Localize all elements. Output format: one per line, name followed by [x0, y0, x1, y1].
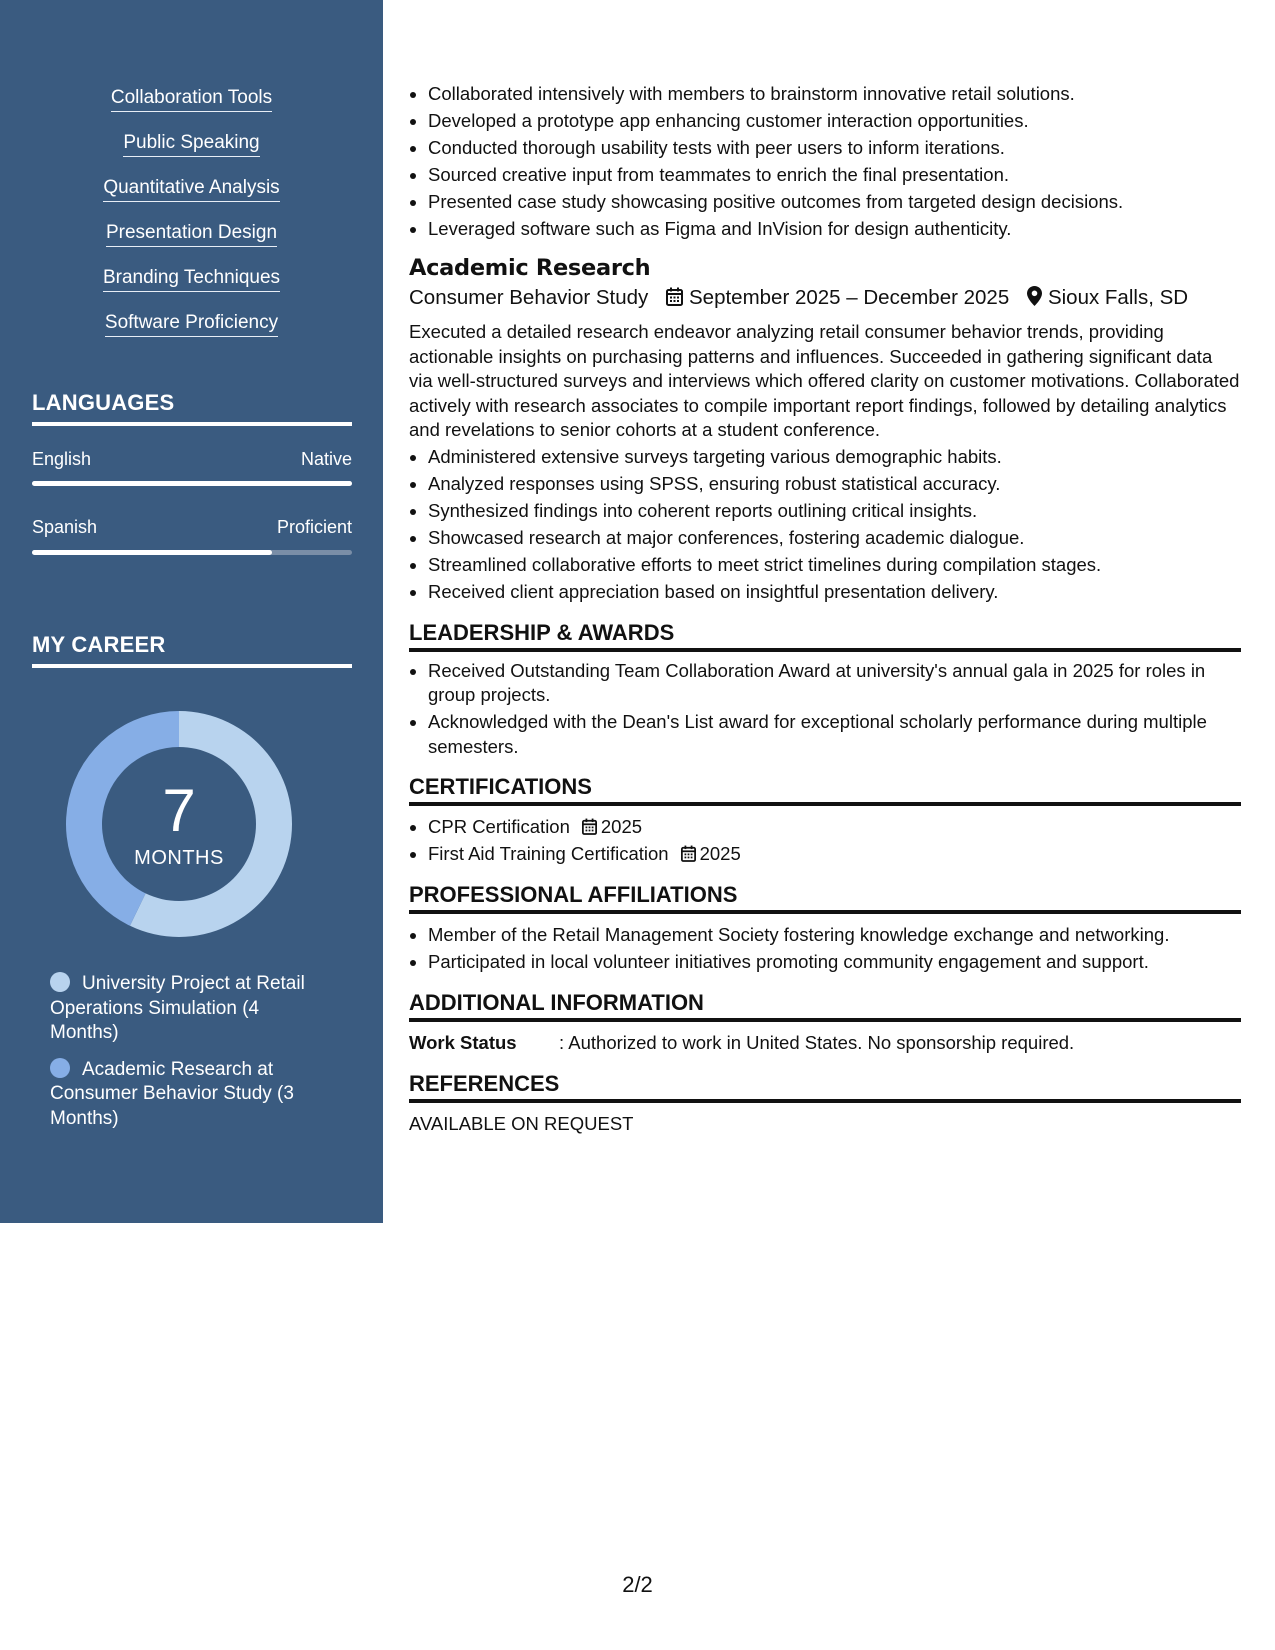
research-dates: September 2025 – December 2025	[689, 286, 1010, 309]
languages-heading: LANGUAGES	[32, 390, 352, 426]
list-item: • Received Outstanding Team Collaboration Award at university's annual gala in 2025 for roles in group projects.	[428, 659, 1241, 708]
career-total: 7	[162, 777, 196, 844]
certification-name: CPR Certification	[428, 816, 570, 837]
legend-dot-icon	[50, 972, 70, 992]
list-item: • Streamlined collaborative efforts to meet strict timelines during compilation stages.	[428, 551, 1241, 578]
calendar-icon	[582, 816, 601, 837]
career-legend-item	[50, 972, 320, 1046]
list-item: • Received client appreciation based on insightful presentation delivery.	[428, 578, 1241, 605]
list-item: • Sourced creative input from teammates to enrich the final presentation.	[428, 161, 1241, 188]
list-item: • Synthesized findings into coherent reports outlining critical insights.	[428, 497, 1241, 524]
list-item: • Conducted thorough usability tests with peer users to inform iterations.	[428, 134, 1241, 161]
list-item: • Member of the Retail Management Society fostering knowledge exchange and networking.	[428, 921, 1241, 948]
language-name: Spanish	[32, 517, 98, 537]
career-legend-item	[50, 1058, 320, 1132]
certification-name: First Aid Training Certification	[428, 843, 669, 864]
language-proficiency-bar	[32, 550, 352, 555]
calendar-icon	[681, 843, 700, 864]
skill-item: Public Speaking	[123, 131, 259, 157]
skill-item: Quantitative Analysis	[103, 176, 279, 202]
research-organization: Consumer Behavior Study	[409, 286, 649, 309]
list-item: • Showcased research at major conferences, fostering academic dialogue.	[428, 524, 1241, 551]
language-proficiency-fill	[32, 550, 272, 555]
intro-bullet-list	[409, 80, 1241, 242]
career-unit: MONTHS	[134, 847, 224, 869]
affiliations-heading: PROFESSIONAL AFFILIATIONS	[409, 881, 1241, 914]
list-item: • Collaborated intensively with members to brainstorm innovative retail solutions.	[428, 80, 1241, 107]
list-item: • Acknowledged with the Dean's List award for exceptional scholarly performance during multiple semesters.	[428, 710, 1241, 759]
language-row	[32, 517, 352, 538]
research-bullet-list	[409, 443, 1241, 605]
skill-item: Branding Techniques	[103, 266, 280, 292]
skills-list	[0, 86, 383, 356]
work-status-value: : Authorized to work in United States. No sponsorship required.	[559, 1032, 1075, 1053]
certification-year: 2025	[699, 843, 741, 864]
language-name: English	[32, 449, 92, 469]
donut-center	[66, 711, 292, 937]
list-item: • Participated in local volunteer initiatives promoting community engagement and support.	[428, 948, 1241, 975]
certifications-list	[409, 813, 1241, 867]
list-item: • Leveraged software such as Figma and InVision for design authenticity.	[428, 215, 1241, 242]
language-proficiency-fill	[32, 481, 352, 486]
career-legend-label: Academic Research at Consumer Behavior Study (3 Months)	[50, 1058, 294, 1129]
career-heading: MY CAREER	[32, 632, 352, 668]
certification-year: 2025	[600, 816, 643, 837]
list-item: • Presented case study showcasing positive outcomes from targeted design decisions.	[428, 188, 1241, 215]
list-item: • Analyzed responses using SPSS, ensuring robust statistical accuracy.	[428, 470, 1241, 497]
list-item: • Administered extensive surveys targeting various demographic habits.	[428, 443, 1241, 470]
affiliations-list	[409, 921, 1241, 975]
additional-info-heading: ADDITIONAL INFORMATION	[409, 989, 1241, 1022]
calendar-icon	[666, 285, 683, 315]
map-pin-icon	[1027, 285, 1042, 315]
career-legend	[50, 972, 320, 1143]
skill-item: Collaboration Tools	[111, 86, 272, 112]
legend-dot-icon	[50, 1058, 70, 1078]
list-item: • Developed a prototype app enhancing customer interaction opportunities.	[428, 107, 1241, 134]
skill-item: Presentation Design	[106, 221, 277, 247]
main-content	[409, 80, 1241, 1137]
work-status-row	[409, 1029, 1241, 1056]
career-donut-chart	[66, 711, 292, 937]
career-legend-label: University Project at Retail Operations Simulation (4 Months)	[50, 973, 305, 1043]
research-title: Academic Research	[409, 255, 651, 281]
research-location: Sioux Falls, SD	[1047, 286, 1189, 309]
language-level: Proficient	[276, 517, 352, 537]
work-status-label: Work Status	[409, 1032, 517, 1053]
references-text: AVAILABLE ON REQUEST	[409, 1113, 634, 1134]
list-item	[428, 840, 1241, 867]
leadership-list	[409, 659, 1241, 760]
sidebar	[0, 0, 383, 1223]
list-item	[428, 813, 1241, 840]
certifications-heading: CERTIFICATIONS	[409, 773, 1241, 806]
research-summary: Executed a detailed research endeavor analyzing retail consumer behavior trends, providing actionable insights on purchasing patterns and influences. Succeeded in gathering significant data via well-structured surveys and interviews which offered clarity on customer motivations. Collaborated actively with research associates to compile important report findings, followed by detailing analytics and revelations to senior cohorts at a student conference.	[409, 321, 1240, 440]
references-heading: REFERENCES	[409, 1070, 1241, 1103]
research-meta	[409, 283, 1241, 315]
page-number: 2/2	[622, 1572, 653, 1597]
language-level: Native	[300, 449, 352, 469]
skill-item: Software Proficiency	[105, 311, 278, 337]
language-row	[32, 449, 352, 470]
leadership-heading: LEADERSHIP & AWARDS	[409, 619, 1241, 652]
language-proficiency-bar	[32, 481, 352, 486]
